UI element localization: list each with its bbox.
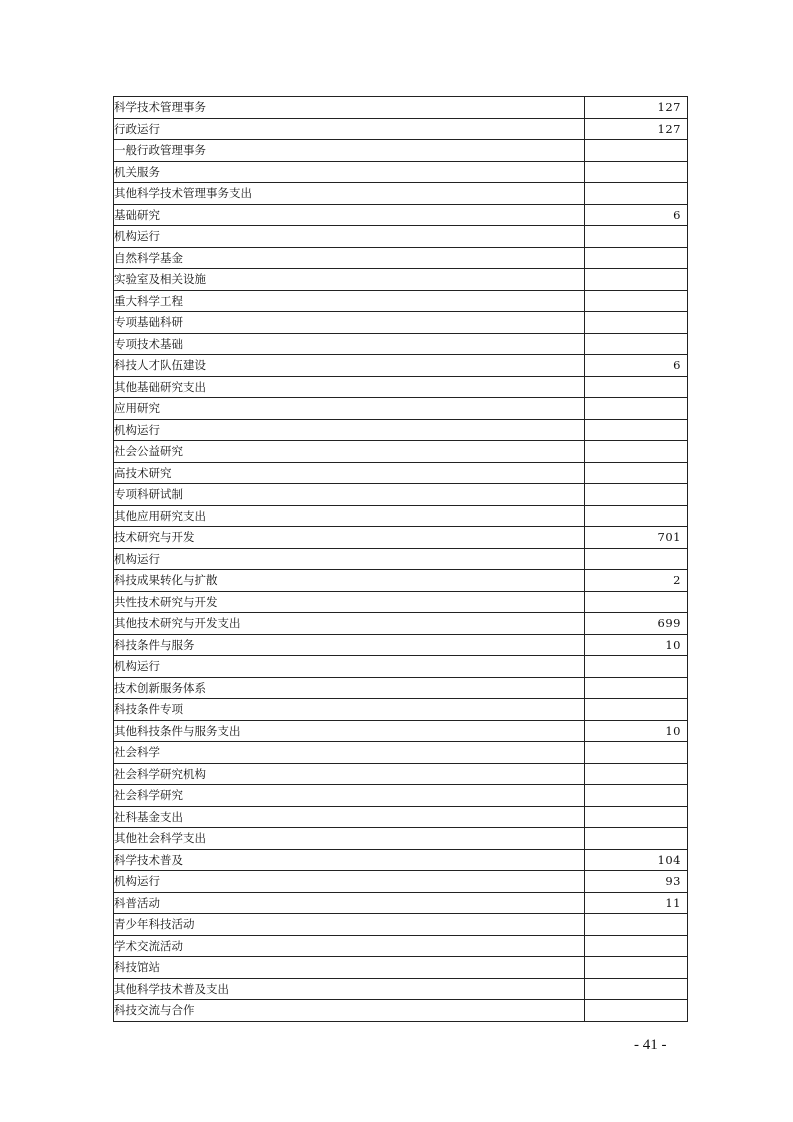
amount-cell [585,462,688,484]
table-row [114,677,688,699]
amount-cell [585,806,688,828]
table-row [114,849,688,871]
table-row [114,204,688,226]
item-name-cell: 技术研究与开发 [114,527,585,549]
item-name-cell: 社会公益研究 [114,441,585,463]
item-name-cell: 其他基础研究支出 [114,376,585,398]
table-row [114,398,688,420]
amount-cell [585,699,688,721]
item-name-cell: 科技交流与合作 [114,1000,585,1022]
budget-table [113,96,688,1022]
table-row [114,97,688,119]
item-name-cell: 学术交流活动 [114,935,585,957]
item-name-cell: 技术创新服务体系 [114,677,585,699]
table-row [114,484,688,506]
item-name-cell: 青少年科技活动 [114,914,585,936]
table-row [114,656,688,678]
amount-cell [585,785,688,807]
table-row [114,161,688,183]
table-row [114,355,688,377]
amount-cell [585,935,688,957]
table-row [114,570,688,592]
page-number: - 41 - [634,1037,667,1053]
table-row [114,914,688,936]
item-name-cell: 其他社会科学支出 [114,828,585,850]
item-name-cell: 专项技术基础 [114,333,585,355]
amount-cell: 699 [585,613,688,635]
item-name-cell: 实验室及相关设施 [114,269,585,291]
item-name-cell: 自然科学基金 [114,247,585,269]
table-row [114,376,688,398]
amount-cell [585,312,688,334]
amount-cell: 6 [585,355,688,377]
item-name-cell: 科技条件与服务 [114,634,585,656]
amount-cell: 10 [585,634,688,656]
item-name-cell: 机构运行 [114,419,585,441]
amount-cell: 11 [585,892,688,914]
item-name-cell: 科普活动 [114,892,585,914]
item-name-cell: 专项科研试制 [114,484,585,506]
item-name-cell: 社会科学 [114,742,585,764]
amount-cell [585,505,688,527]
table-row [114,828,688,850]
amount-cell: 127 [585,97,688,119]
amount-cell [585,914,688,936]
item-name-cell: 其他技术研究与开发支出 [114,613,585,635]
amount-cell [585,548,688,570]
table-row [114,247,688,269]
item-name-cell: 重大科学工程 [114,290,585,312]
item-name-cell: 高技术研究 [114,462,585,484]
amount-cell: 701 [585,527,688,549]
table-row [114,978,688,1000]
table-row [114,957,688,979]
amount-cell [585,763,688,785]
table-row [114,441,688,463]
item-name-cell: 机关服务 [114,161,585,183]
table-row [114,763,688,785]
amount-cell [585,1000,688,1022]
amount-cell [585,226,688,248]
table-row [114,118,688,140]
item-name-cell: 其他科学技术管理事务支出 [114,183,585,205]
item-name-cell: 社科基金支出 [114,806,585,828]
amount-cell [585,161,688,183]
table-row [114,634,688,656]
table-row [114,140,688,162]
amount-cell [585,333,688,355]
table-row [114,871,688,893]
amount-cell: 6 [585,204,688,226]
table-row [114,613,688,635]
table-row [114,785,688,807]
table-row [114,269,688,291]
amount-cell: 10 [585,720,688,742]
item-name-cell: 其他科学技术普及支出 [114,978,585,1000]
amount-cell [585,269,688,291]
amount-cell: 2 [585,570,688,592]
table-row [114,806,688,828]
item-name-cell: 科技馆站 [114,957,585,979]
amount-cell [585,247,688,269]
item-name-cell: 社会科学研究机构 [114,763,585,785]
item-name-cell: 科技人才队伍建设 [114,355,585,377]
amount-cell [585,677,688,699]
amount-cell [585,140,688,162]
amount-cell [585,742,688,764]
table-row [114,935,688,957]
amount-cell: 127 [585,118,688,140]
amount-cell [585,957,688,979]
amount-cell [585,183,688,205]
item-name-cell: 一般行政管理事务 [114,140,585,162]
table-row [114,462,688,484]
table-row [114,699,688,721]
table-row [114,333,688,355]
table-row [114,419,688,441]
item-name-cell: 社会科学研究 [114,785,585,807]
table-row [114,183,688,205]
item-name-cell: 共性技术研究与开发 [114,591,585,613]
table-row [114,548,688,570]
amount-cell [585,376,688,398]
item-name-cell: 基础研究 [114,204,585,226]
table-row [114,742,688,764]
table-row [114,1000,688,1022]
item-name-cell: 其他科技条件与服务支出 [114,720,585,742]
table-row [114,312,688,334]
table-row [114,591,688,613]
amount-cell [585,398,688,420]
item-name-cell: 科技条件专项 [114,699,585,721]
amount-cell [585,290,688,312]
item-name-cell: 机构运行 [114,656,585,678]
amount-cell [585,656,688,678]
item-name-cell: 机构运行 [114,226,585,248]
item-name-cell: 科学技术管理事务 [114,97,585,119]
item-name-cell: 其他应用研究支出 [114,505,585,527]
amount-cell [585,419,688,441]
amount-cell [585,591,688,613]
table-row [114,226,688,248]
item-name-cell: 专项基础科研 [114,312,585,334]
amount-cell: 104 [585,849,688,871]
amount-cell [585,828,688,850]
item-name-cell: 行政运行 [114,118,585,140]
item-name-cell: 机构运行 [114,548,585,570]
table-row [114,892,688,914]
amount-cell [585,978,688,1000]
table-row [114,527,688,549]
budget-table-body [114,97,688,1022]
item-name-cell: 应用研究 [114,398,585,420]
table-row [114,290,688,312]
amount-cell: 93 [585,871,688,893]
amount-cell [585,441,688,463]
amount-cell [585,484,688,506]
table-row [114,720,688,742]
item-name-cell: 科技成果转化与扩散 [114,570,585,592]
table-row [114,505,688,527]
item-name-cell: 科学技术普及 [114,849,585,871]
item-name-cell: 机构运行 [114,871,585,893]
